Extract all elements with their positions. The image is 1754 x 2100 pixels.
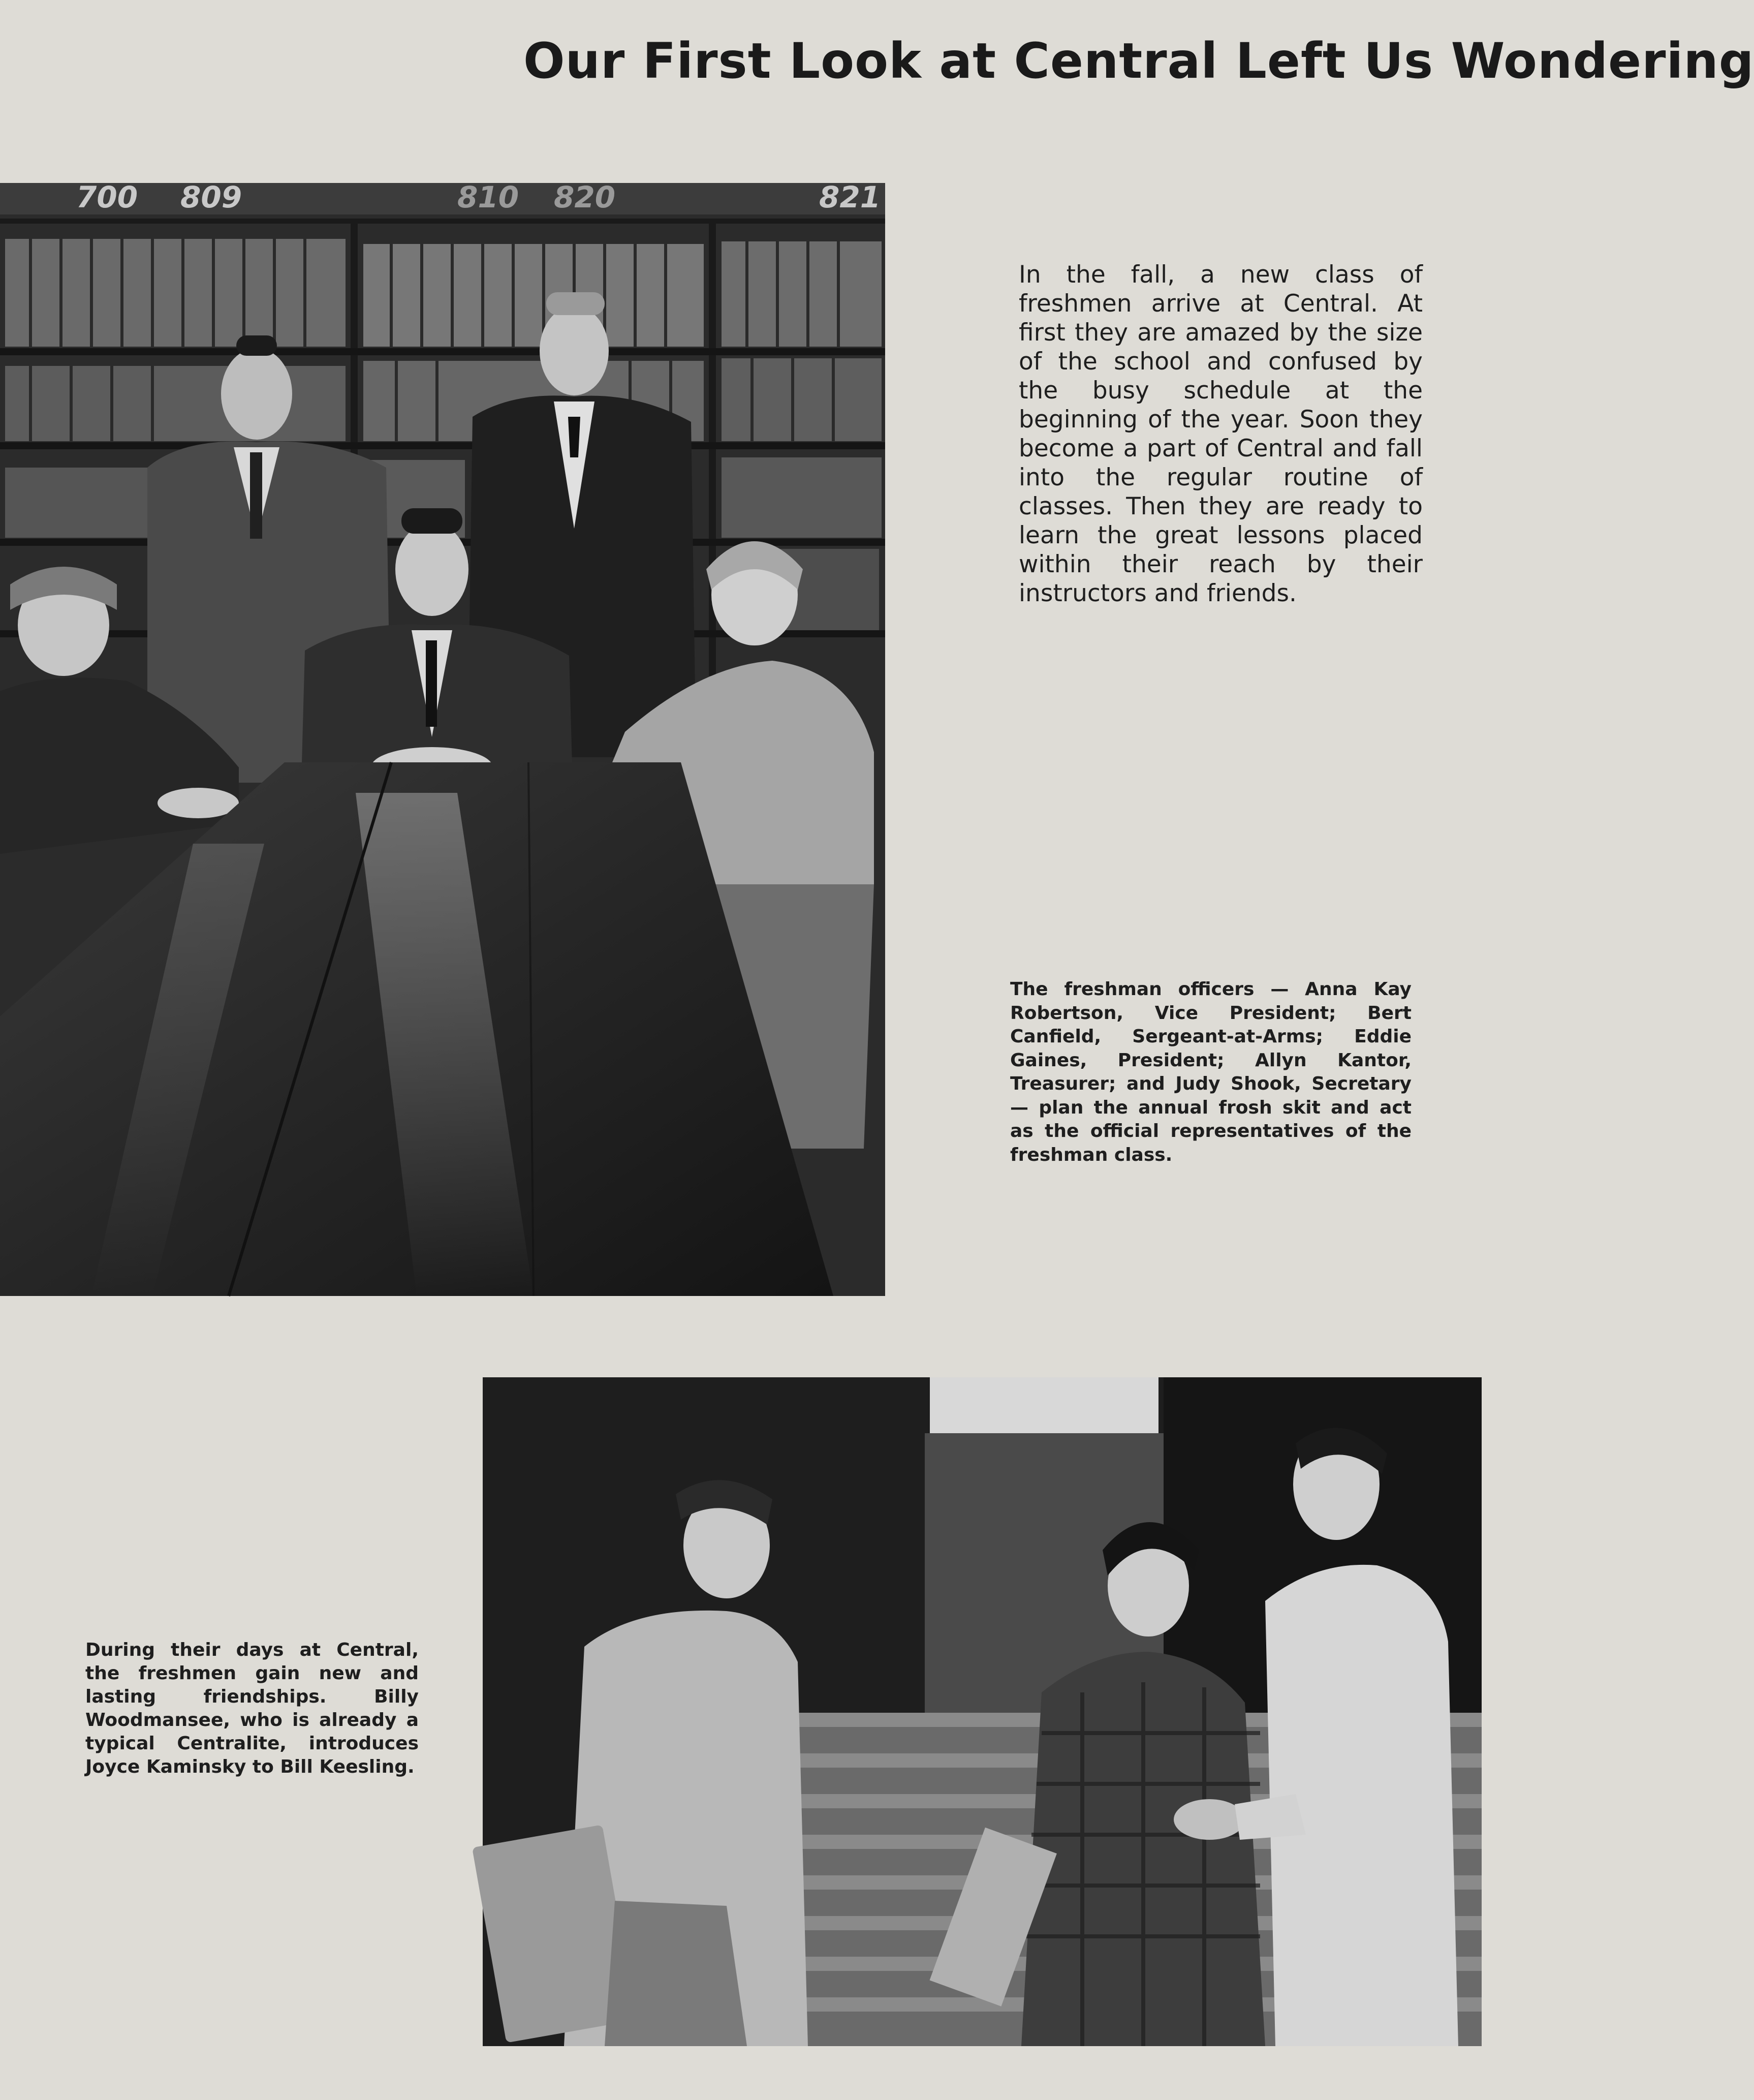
intro-paragraph: In the fall, a new class of freshmen arrive at Central. At first they are amazed by the size of the school and confused by the busy schedule at the beginning of the year. Soon they become a part of Central and fall into the regular routine of classes. Then they are ready to learn the great lessons placed within their reach by their instructors and friends.: [1019, 261, 1423, 607]
friends-caption: During their days at Central, the freshmen gain new and lasting friendships. Billy Woodmansee, who is already a typical Centralite, introduces Joyce Kaminsky to Bill Keesling.: [85, 1640, 419, 1777]
shelf-label-2: 809: [180, 180, 242, 214]
friends-photo-image: [483, 1377, 1482, 2046]
shelf-label-5: 821: [819, 180, 881, 214]
shelf-label-4: 820: [554, 180, 616, 214]
officers-photo-image: [0, 180, 885, 1296]
friends-photo: [483, 1377, 1482, 2046]
page-headline: Our First Look at Central Left Us Wondering: [523, 33, 1754, 89]
shelf-label-3: 810: [457, 180, 519, 214]
officers-caption: The freshman officers — Anna Kay Robertson, Vice President; Bert Canfield, Sergeant-at-Arms; Eddie Gaines, President; Allyn Kantor, Treasurer; and Judy Shook, Secretary — plan the annual frosh skit and act as the official representatives of the freshman class.: [1010, 979, 1412, 1165]
shelf-label-1: 700: [76, 180, 138, 214]
officers-photo: [0, 180, 885, 1296]
